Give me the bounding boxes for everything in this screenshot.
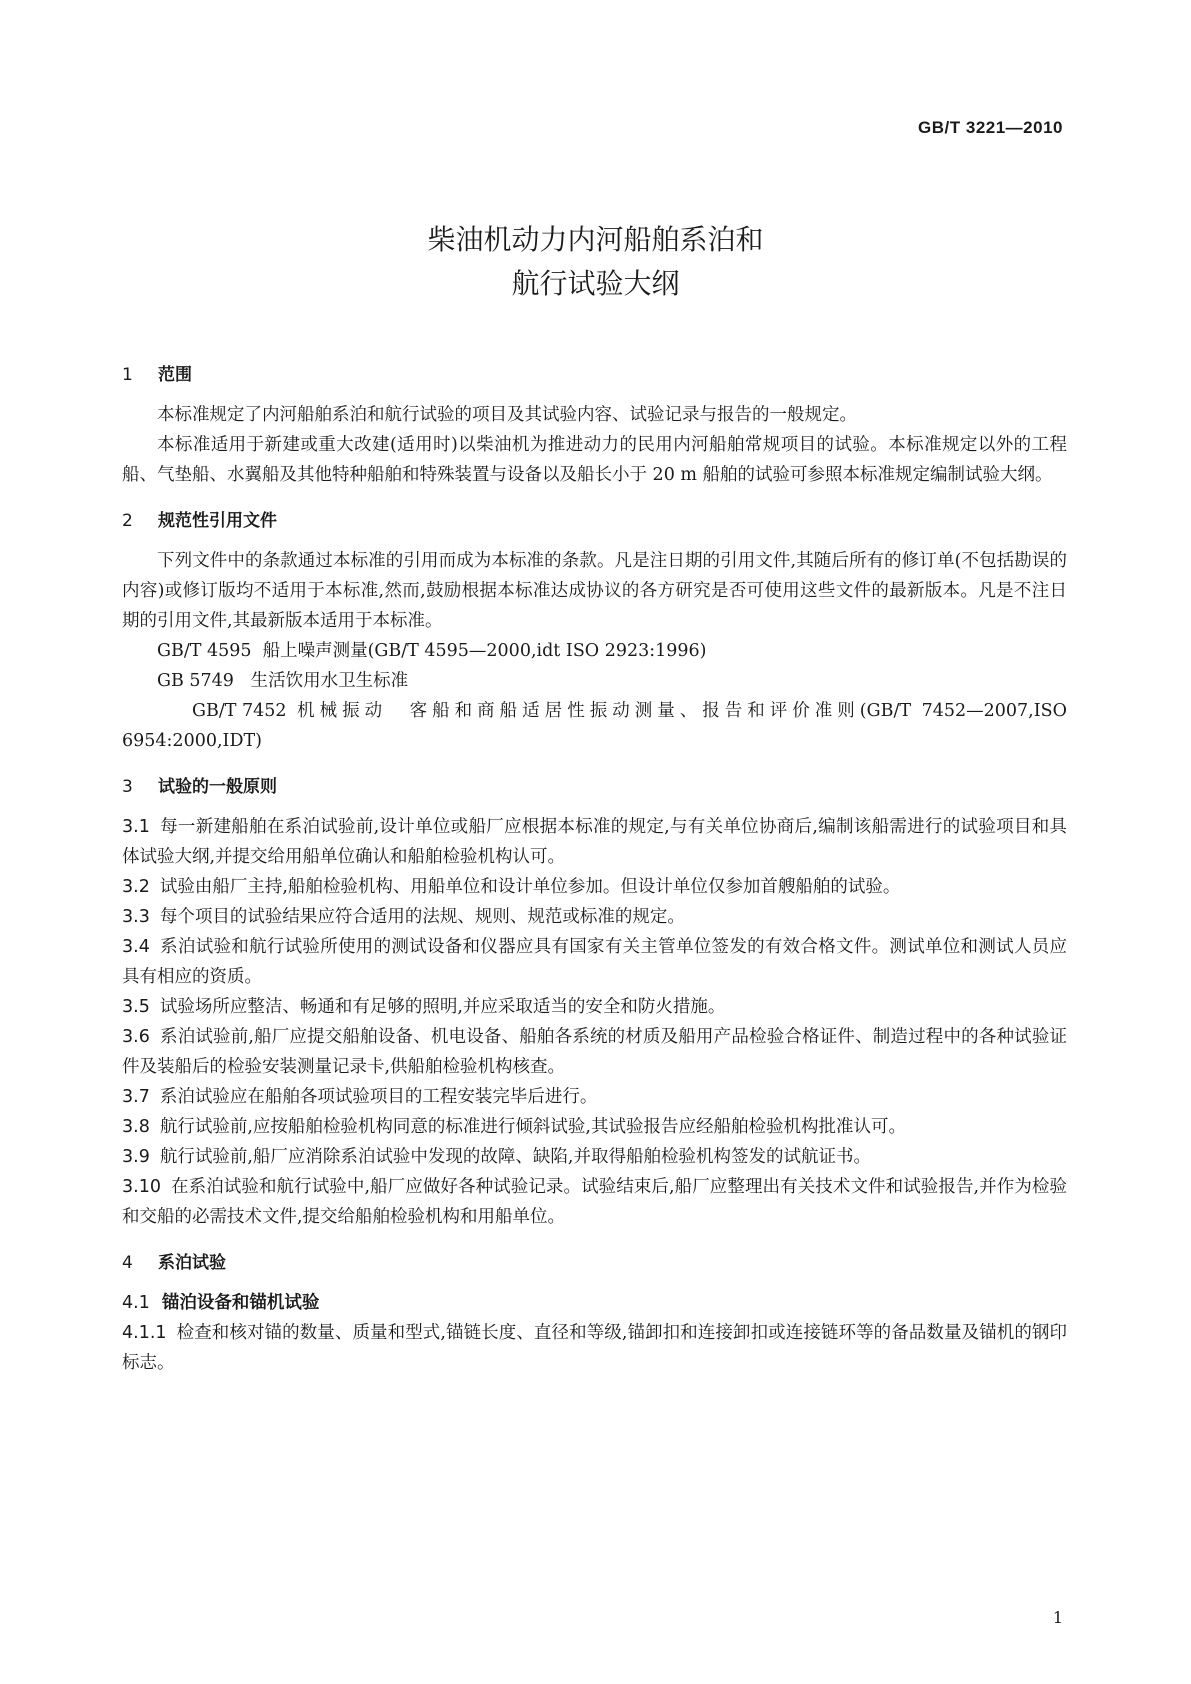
section-title: 试验的一般原则 [158,777,277,797]
clause-number: 3.5 [122,997,150,1017]
standard-code: GB/T 3221—2010 [918,118,1063,137]
reference-code: GB/T 4595 [157,641,252,661]
clause-3-2 [122,872,1067,902]
clause-3-3 [122,902,1067,932]
section-number: 3 [122,777,133,797]
clause-text: 每一新建船舶在系泊试验前,设计单位或船厂应根据本标准的规定,与有关单位协商后,编制该船需进行的试验项目和具体试验大纲,并提交给用船单位确认和船舶检验机构认可。 [122,817,1067,867]
clause-3-5 [122,992,1067,1022]
clause-text: 航行试验前,船厂应消除系泊试验中发现的故障、缺陷,并取得船舶检验机构签发的试航证书。 [159,1147,871,1167]
section-1-heading [122,360,1067,390]
reference-code: GB 5749 [157,671,234,691]
reference-item [122,666,1067,696]
clause-text: 试验由船厂主持,船舶检验机构、用船单位和设计单位参加。但设计单位仅参加首艘船舶的试验。 [159,877,901,897]
section-4-heading [122,1248,1067,1278]
subsection-4-1-heading [122,1288,1067,1318]
reference-code: GB/T 7452 [192,701,287,721]
page-number: 1 [1052,1608,1063,1627]
clause-3-4 [122,932,1067,992]
section-title: 系泊试验 [158,1253,226,1273]
clause-number: 3.3 [122,907,150,927]
clause-text: 系泊试验应在船舶各项试验项目的工程安装完毕后进行。 [159,1087,598,1107]
reference-item [122,636,1067,666]
clause-number: 3.2 [122,877,150,897]
clause-3-10 [122,1172,1067,1232]
clause-number: 4.1 [122,1293,150,1313]
section-number: 2 [122,511,133,531]
clause-number: 3.9 [122,1147,150,1167]
section-number: 1 [122,365,133,385]
section-2-heading [122,506,1067,536]
section-title: 规范性引用文件 [158,511,277,531]
clause-text: 在系泊试验和航行试验中,船厂应做好各种试验记录。试验结束后,船厂应整理出有关技术文件和试验报告,并作为检验和交船的必需技术文件,提交给船舶检验机构和用船单位。 [122,1177,1067,1227]
section-number: 4 [122,1253,133,1273]
clause-number: 4.1.1 [122,1323,167,1343]
section-1-paragraph-1: 本标准规定了内河船舶系泊和航行试验的项目及其试验内容、试验记录与报告的一般规定。 [157,405,857,425]
clause-3-6 [122,1022,1067,1082]
reference-title: 机械振动 客船和商船适居性振动测量、报告和评价准则(GB/T 7452—2007,ISO 6954:2000,IDT) [122,701,1067,751]
clause-text: 每个项目的试验结果应符合适用的法规、规则、规范或标准的规定。 [159,907,685,927]
title-line-1: 柴油机动力内河船舶系泊和 [427,223,764,256]
section-3-heading [122,772,1067,802]
clause-3-7 [122,1082,1067,1112]
clause-number: 3.4 [122,937,150,957]
clause-text: 检查和核对锚的数量、质量和型式,锚链长度、直径和等级,锚卸扣和连接卸扣或连接链环等的备品数量及锚机的钢印标志。 [122,1323,1067,1373]
clause-3-9 [122,1142,1067,1172]
subsection-title: 锚泊设备和锚机试验 [161,1293,320,1313]
section-title: 范围 [158,365,192,385]
reference-title: 船上噪声测量(GB/T 4595—2000,idt ISO 2923:1996) [262,641,707,661]
clause-text: 系泊试验前,船厂应提交船舶设备、机电设备、船舶各系统的材质及船用产品检验合格证件、制造过程中的各种试验证件及装船后的检验安装测量记录卡,供船舶检验机构核查。 [122,1027,1067,1077]
clause-text: 系泊试验和航行试验所使用的测试设备和仪器应具有国家有关主管单位签发的有效合格文件。测试单位和测试人员应具有相应的资质。 [122,937,1067,987]
title-line-2: 航行试验大纲 [511,267,680,300]
section-2-paragraph: 下列文件中的条款通过本标准的引用而成为本标准的条款。凡是注日期的引用文件,其随后所有的修订单(不包括勘误的内容)或修订版均不适用于本标准,然而,鼓励根据本标准达成协议的各方研究是否可使用这些文件的最新版本。凡是不注日期的引用文件,其最新版本适用于本标准。 [122,551,1067,631]
clause-number: 3.1 [122,817,150,837]
clause-3-8 [122,1112,1067,1142]
clause-3-1 [122,812,1067,872]
clause-text: 试验场所应整洁、畅通和有足够的照明,并应采取适当的安全和防火措施。 [159,997,726,1017]
clause-number: 3.6 [122,1027,150,1047]
clause-number: 3.8 [122,1117,150,1137]
section-1-paragraph-2: 本标准适用于新建或重大改建(适用时)以柴油机为推进动力的民用内河船舶常规项目的试验。本标准规定以外的工程船、气垫船、水翼船及其他特种船舶和特殊装置与设备以及船长小于 20 m 船舶的试验可参照本标准规定编制试验大纲。 [122,435,1067,485]
clause-text: 航行试验前,应按船舶检验机构同意的标准进行倾斜试验,其试验报告应经船舶检验机构批准认可。 [159,1117,906,1137]
reference-item [122,696,1067,756]
document-body [122,360,1067,1378]
clause-number: 3.7 [122,1087,150,1107]
reference-title: 生活饮用水卫生标准 [250,671,409,691]
document-title [0,218,1191,306]
clause-number: 3.10 [122,1177,161,1197]
clause-4-1-1 [122,1318,1067,1378]
